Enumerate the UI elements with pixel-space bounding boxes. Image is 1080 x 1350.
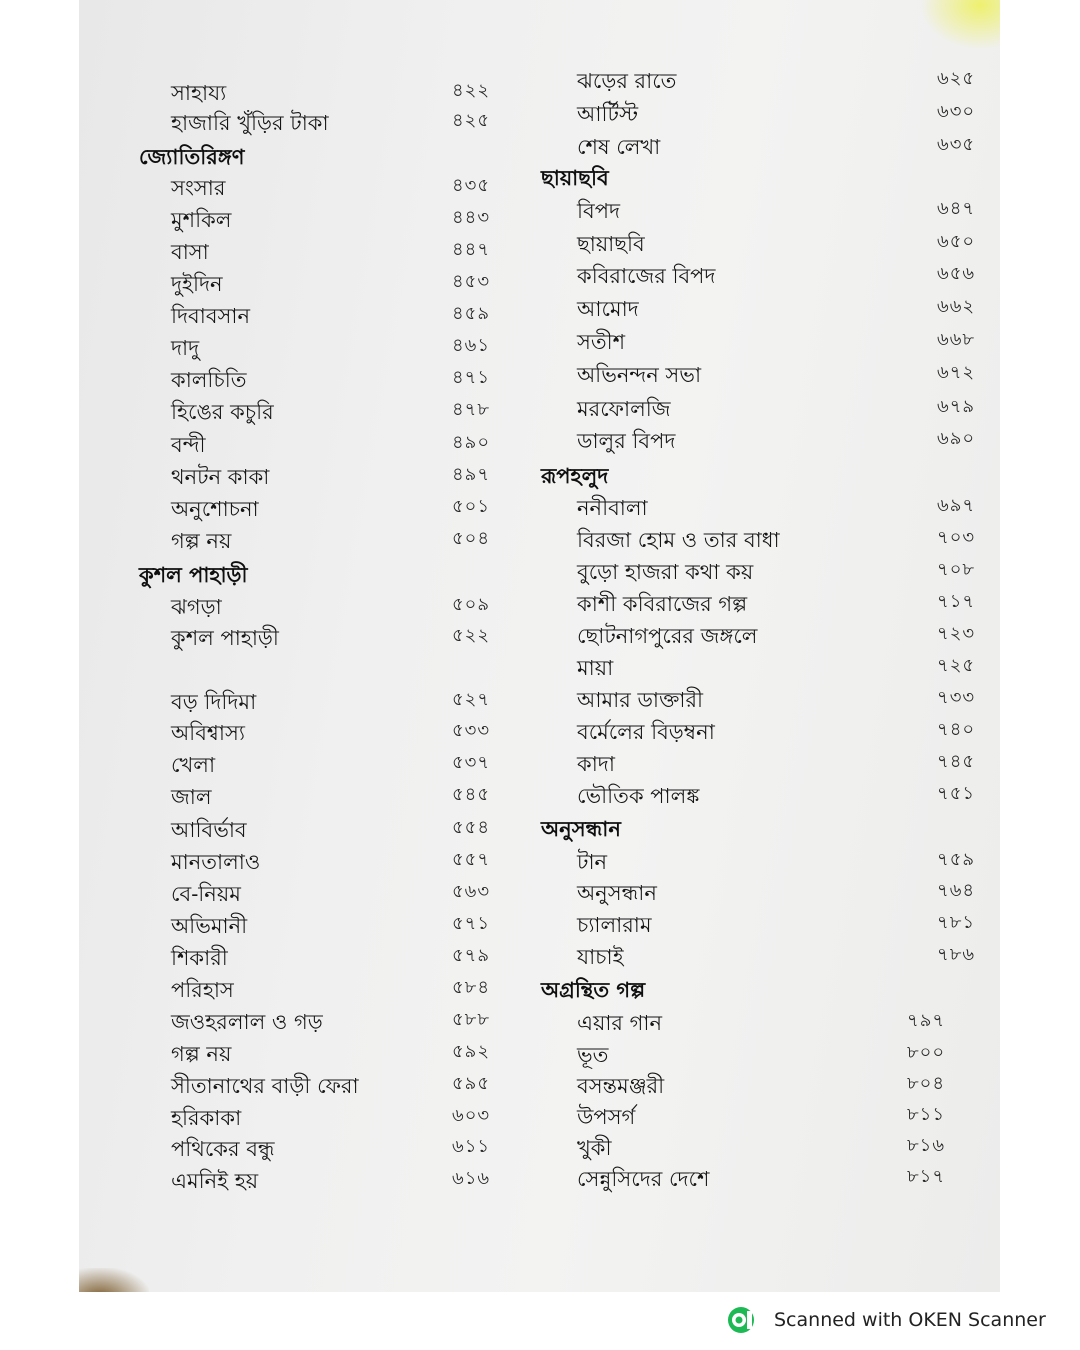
toc-entry-page-number: ৬০৩ — [452, 1105, 491, 1126]
toc-entry-page-number: ৫৬৩ — [452, 881, 491, 902]
toc-entry-page-number: ৪৫৩ — [452, 271, 491, 292]
toc-entry-page-number: ৫৯৫ — [452, 1073, 491, 1094]
toc-entry-title: চ্যালারাম — [577, 913, 652, 937]
toc-entry-title: বিপদ — [577, 199, 620, 223]
toc-entry-page-number: ৪৯৭ — [452, 464, 491, 485]
toc-entry-page-number: ৬৯০ — [937, 428, 976, 449]
toc-entry-page-number: ৫৯২ — [452, 1041, 491, 1062]
toc-entry-page-number: ৬৩০ — [937, 101, 976, 122]
toc-entry-page-number: ৫৭১ — [452, 913, 491, 934]
toc-entry-title: মরফোলজি — [577, 397, 671, 421]
toc-entry-page-number: ৭৫১ — [937, 783, 976, 804]
toc-entry-page-number: ৫৮৮ — [452, 1009, 491, 1030]
toc-entry-title: অনুশোচনা — [171, 497, 259, 521]
toc-entry-title: উপসর্গ — [577, 1105, 636, 1129]
toc-entry-title: বন্দী — [171, 433, 206, 457]
scanner-watermark-text: Scanned with OKEN Scanner — [774, 1309, 1046, 1331]
toc-entry-page-number: ৪৯০ — [452, 432, 491, 453]
toc-entry-title: ঝড়ের রাতে — [577, 69, 677, 93]
toc-entry-title: পথিকের বন্ধু — [171, 1137, 275, 1161]
scanned-page — [79, 0, 1000, 1292]
oken-scanner-logo-icon — [726, 1305, 756, 1335]
toc-entry-page-number: ৮০০ — [907, 1042, 946, 1063]
toc-entry-page-number: ৬৬২ — [937, 296, 976, 317]
toc-entry-title: গল্প নয় — [171, 529, 232, 553]
toc-entry-title: টান — [577, 850, 608, 874]
toc-entry-title: অনুসন্ধান — [577, 881, 657, 905]
toc-entry-page-number: ৬৯৭ — [937, 495, 976, 516]
toc-entry-title: সাহায্য — [171, 81, 227, 105]
toc-entry-page-number: ৭১৭ — [937, 591, 976, 612]
toc-entry-page-number: ৭৮১ — [937, 912, 976, 933]
page-corner-tint — [920, 0, 1000, 50]
toc-entry-title: বসন্তমঞ্জরী — [577, 1074, 665, 1098]
scanner-watermark — [726, 1303, 1066, 1337]
toc-entry-title: এমনিই হয় — [171, 1169, 259, 1193]
toc-entry-page-number: ৭২৩ — [937, 623, 976, 644]
toc-entry-title: কালচিতি — [171, 368, 247, 392]
toc-entry-page-number: ৪৭১ — [452, 367, 491, 388]
toc-entry-page-number: ৭০৩ — [937, 527, 976, 548]
toc-entry-page-number: ৫৪৫ — [452, 784, 491, 805]
toc-entry-page-number: ৪২৫ — [452, 110, 491, 131]
toc-entry-page-number: ৬৪৭ — [937, 198, 976, 219]
toc-entry-page-number: ৫২২ — [452, 625, 491, 646]
toc-entry-page-number: ৪৫৯ — [452, 303, 491, 324]
toc-entry-page-number: ৫৫৭ — [452, 849, 491, 870]
toc-entry-page-number: ৬৫৬ — [937, 263, 976, 284]
toc-entry-title: দাদু — [171, 336, 200, 360]
section-heading: কুশল পাহাড়ী — [139, 562, 248, 587]
toc-entry-title: জওহরলাল ও গড় — [171, 1010, 323, 1034]
section-heading: অনুসন্ধান — [541, 816, 621, 841]
toc-entry-page-number: ৪৭৮ — [452, 399, 491, 420]
toc-entry-title: কাশী কবিরাজের গল্প — [577, 592, 748, 616]
toc-entry-title: জাল — [171, 785, 212, 809]
toc-entry-title: খেলা — [171, 753, 216, 777]
toc-entry-title: ঝগড়া — [171, 595, 222, 619]
toc-entry-title: অভিনন্দন সভা — [577, 363, 702, 387]
toc-entry-page-number: ৪৬১ — [452, 335, 491, 356]
toc-entry-title: কাদা — [577, 752, 615, 776]
toc-entry-page-number: ৭২৫ — [937, 655, 976, 676]
toc-entry-page-number: ৫৩৭ — [452, 752, 491, 773]
toc-entry-page-number: ৫৭৯ — [452, 945, 491, 966]
toc-entry-title: হাজারি খুঁড়ির টাকা — [171, 111, 329, 135]
toc-entry-page-number: ৬১৬ — [452, 1168, 491, 1189]
toc-entry-page-number: ৭৬৪ — [937, 880, 976, 901]
toc-entry-title: বড় দিদিমা — [171, 690, 257, 714]
toc-entry-title: হরিকাকা — [171, 1106, 242, 1130]
toc-entry-title: বে-নিয়ম — [171, 882, 241, 906]
toc-entry-page-number: ৫০১ — [452, 496, 491, 517]
toc-entry-title: সেন্নুসিদের দেশে — [577, 1167, 710, 1191]
toc-entry-page-number: ৬৫০ — [937, 231, 976, 252]
toc-entry-page-number: ৫০৪ — [452, 528, 491, 549]
toc-entry-title: আমার ডাক্তারী — [577, 688, 704, 712]
toc-entry-title: অবিশ্বাস্য — [171, 721, 245, 745]
toc-entry-title: কবিরাজের বিপদ — [577, 264, 716, 288]
toc-entry-title: থনটন কাকা — [171, 465, 270, 489]
toc-entry-title: ননীবালা — [577, 496, 648, 520]
toc-entry-title: ছোটনাগপুরের জঙ্গলে — [577, 624, 758, 648]
toc-entry-page-number: ৭৩৩ — [937, 687, 976, 708]
toc-entry-page-number: ৮০৪ — [907, 1073, 946, 1094]
toc-entry-page-number: ৪৪৩ — [452, 207, 491, 228]
toc-entry-title: আর্টিস্ট — [577, 102, 639, 126]
toc-entry-page-number: ৬৬৮ — [937, 329, 976, 350]
toc-entry-page-number: ৬৩৫ — [937, 134, 976, 155]
toc-entry-title: আবির্ভাব — [171, 818, 247, 842]
toc-entry-title: ছায়াছবি — [577, 232, 645, 256]
page-edge-stain — [79, 1268, 149, 1292]
toc-entry-title: বর্মেলের বিড়ম্বনা — [577, 720, 715, 744]
toc-entry-page-number: ৪৪৭ — [452, 239, 491, 260]
toc-entry-title: এয়ার গান — [577, 1011, 663, 1035]
toc-entry-title: অভিমানী — [171, 914, 248, 938]
toc-entry-page-number: ৭৫৯ — [937, 849, 976, 870]
toc-entry-page-number: ৮১৬ — [907, 1135, 946, 1156]
toc-entry-title: ভূত — [577, 1043, 609, 1067]
toc-entry-title: কুশল পাহাড়ী — [171, 626, 279, 650]
section-heading: ছায়াছবি — [541, 165, 609, 190]
toc-entry-title: ডালুর বিপদ — [577, 429, 676, 453]
toc-entry-page-number: ৮১১ — [907, 1104, 946, 1125]
toc-entry-title: খুকী — [577, 1136, 612, 1160]
toc-entry-page-number: ৫৫৪ — [452, 817, 491, 838]
toc-entry-title: আমোদ — [577, 297, 639, 321]
toc-entry-title: হিঙের কচুরি — [171, 400, 274, 424]
section-heading: জ্যোতিরিঙ্গণ — [139, 144, 245, 169]
toc-entry-title: মুশকিল — [171, 208, 232, 232]
toc-entry-title: দিবাবসান — [171, 304, 251, 328]
toc-entry-title: সতীশ — [577, 330, 626, 354]
toc-entry-title: মায়া — [577, 656, 614, 680]
toc-entry-title: বিরজা হোম ও তার বাধা — [577, 528, 780, 552]
toc-entry-page-number: ৫২৭ — [452, 689, 491, 710]
toc-entry-page-number: ৬৭৯ — [937, 396, 976, 417]
section-heading: রূপহলুদ — [541, 463, 609, 488]
toc-entry-page-number: ৭৮৬ — [937, 944, 976, 965]
toc-entry-page-number: ৫৮৪ — [452, 977, 491, 998]
toc-entry-title: পরিহাস — [171, 978, 234, 1002]
toc-entry-page-number: ৮১৭ — [907, 1166, 946, 1187]
toc-entry-page-number: ৬১১ — [452, 1136, 491, 1157]
toc-entry-title: বুড়ো হাজরা কথা কয় — [577, 560, 754, 584]
toc-entry-page-number: ৬৭২ — [937, 362, 976, 383]
toc-entry-title: ভৌতিক পালঙ্ক — [577, 784, 700, 808]
toc-entry-page-number: ৪৩৫ — [452, 175, 491, 196]
toc-entry-page-number: ৪২২ — [452, 80, 491, 101]
toc-entry-page-number: ৭০৮ — [937, 559, 976, 580]
section-heading: অগ্রন্থিত গল্প — [541, 977, 646, 1002]
toc-entry-title: গল্প নয় — [171, 1042, 232, 1066]
toc-entry-page-number: ৫০৯ — [452, 594, 491, 615]
toc-entry-title: বাসা — [171, 240, 209, 264]
toc-entry-title: শিকারী — [171, 946, 228, 970]
toc-entry-title: মানতালাও — [171, 850, 261, 874]
toc-entry-title: সংসার — [171, 176, 226, 200]
toc-entry-page-number: ৭৯৭ — [907, 1010, 946, 1031]
toc-entry-title: শেষ লেখা — [577, 135, 661, 159]
toc-entry-page-number: ৫৩৩ — [452, 720, 491, 741]
toc-entry-page-number: ৬২৫ — [937, 68, 976, 89]
toc-entry-page-number: ৭৪৫ — [937, 751, 976, 772]
toc-entry-title: যাচাই — [577, 945, 624, 969]
toc-entry-page-number: ৭৪০ — [937, 719, 976, 740]
toc-entry-title: সীতানাথের বাড়ী ফেরা — [171, 1074, 359, 1098]
toc-entry-title: দুইদিন — [171, 272, 223, 296]
